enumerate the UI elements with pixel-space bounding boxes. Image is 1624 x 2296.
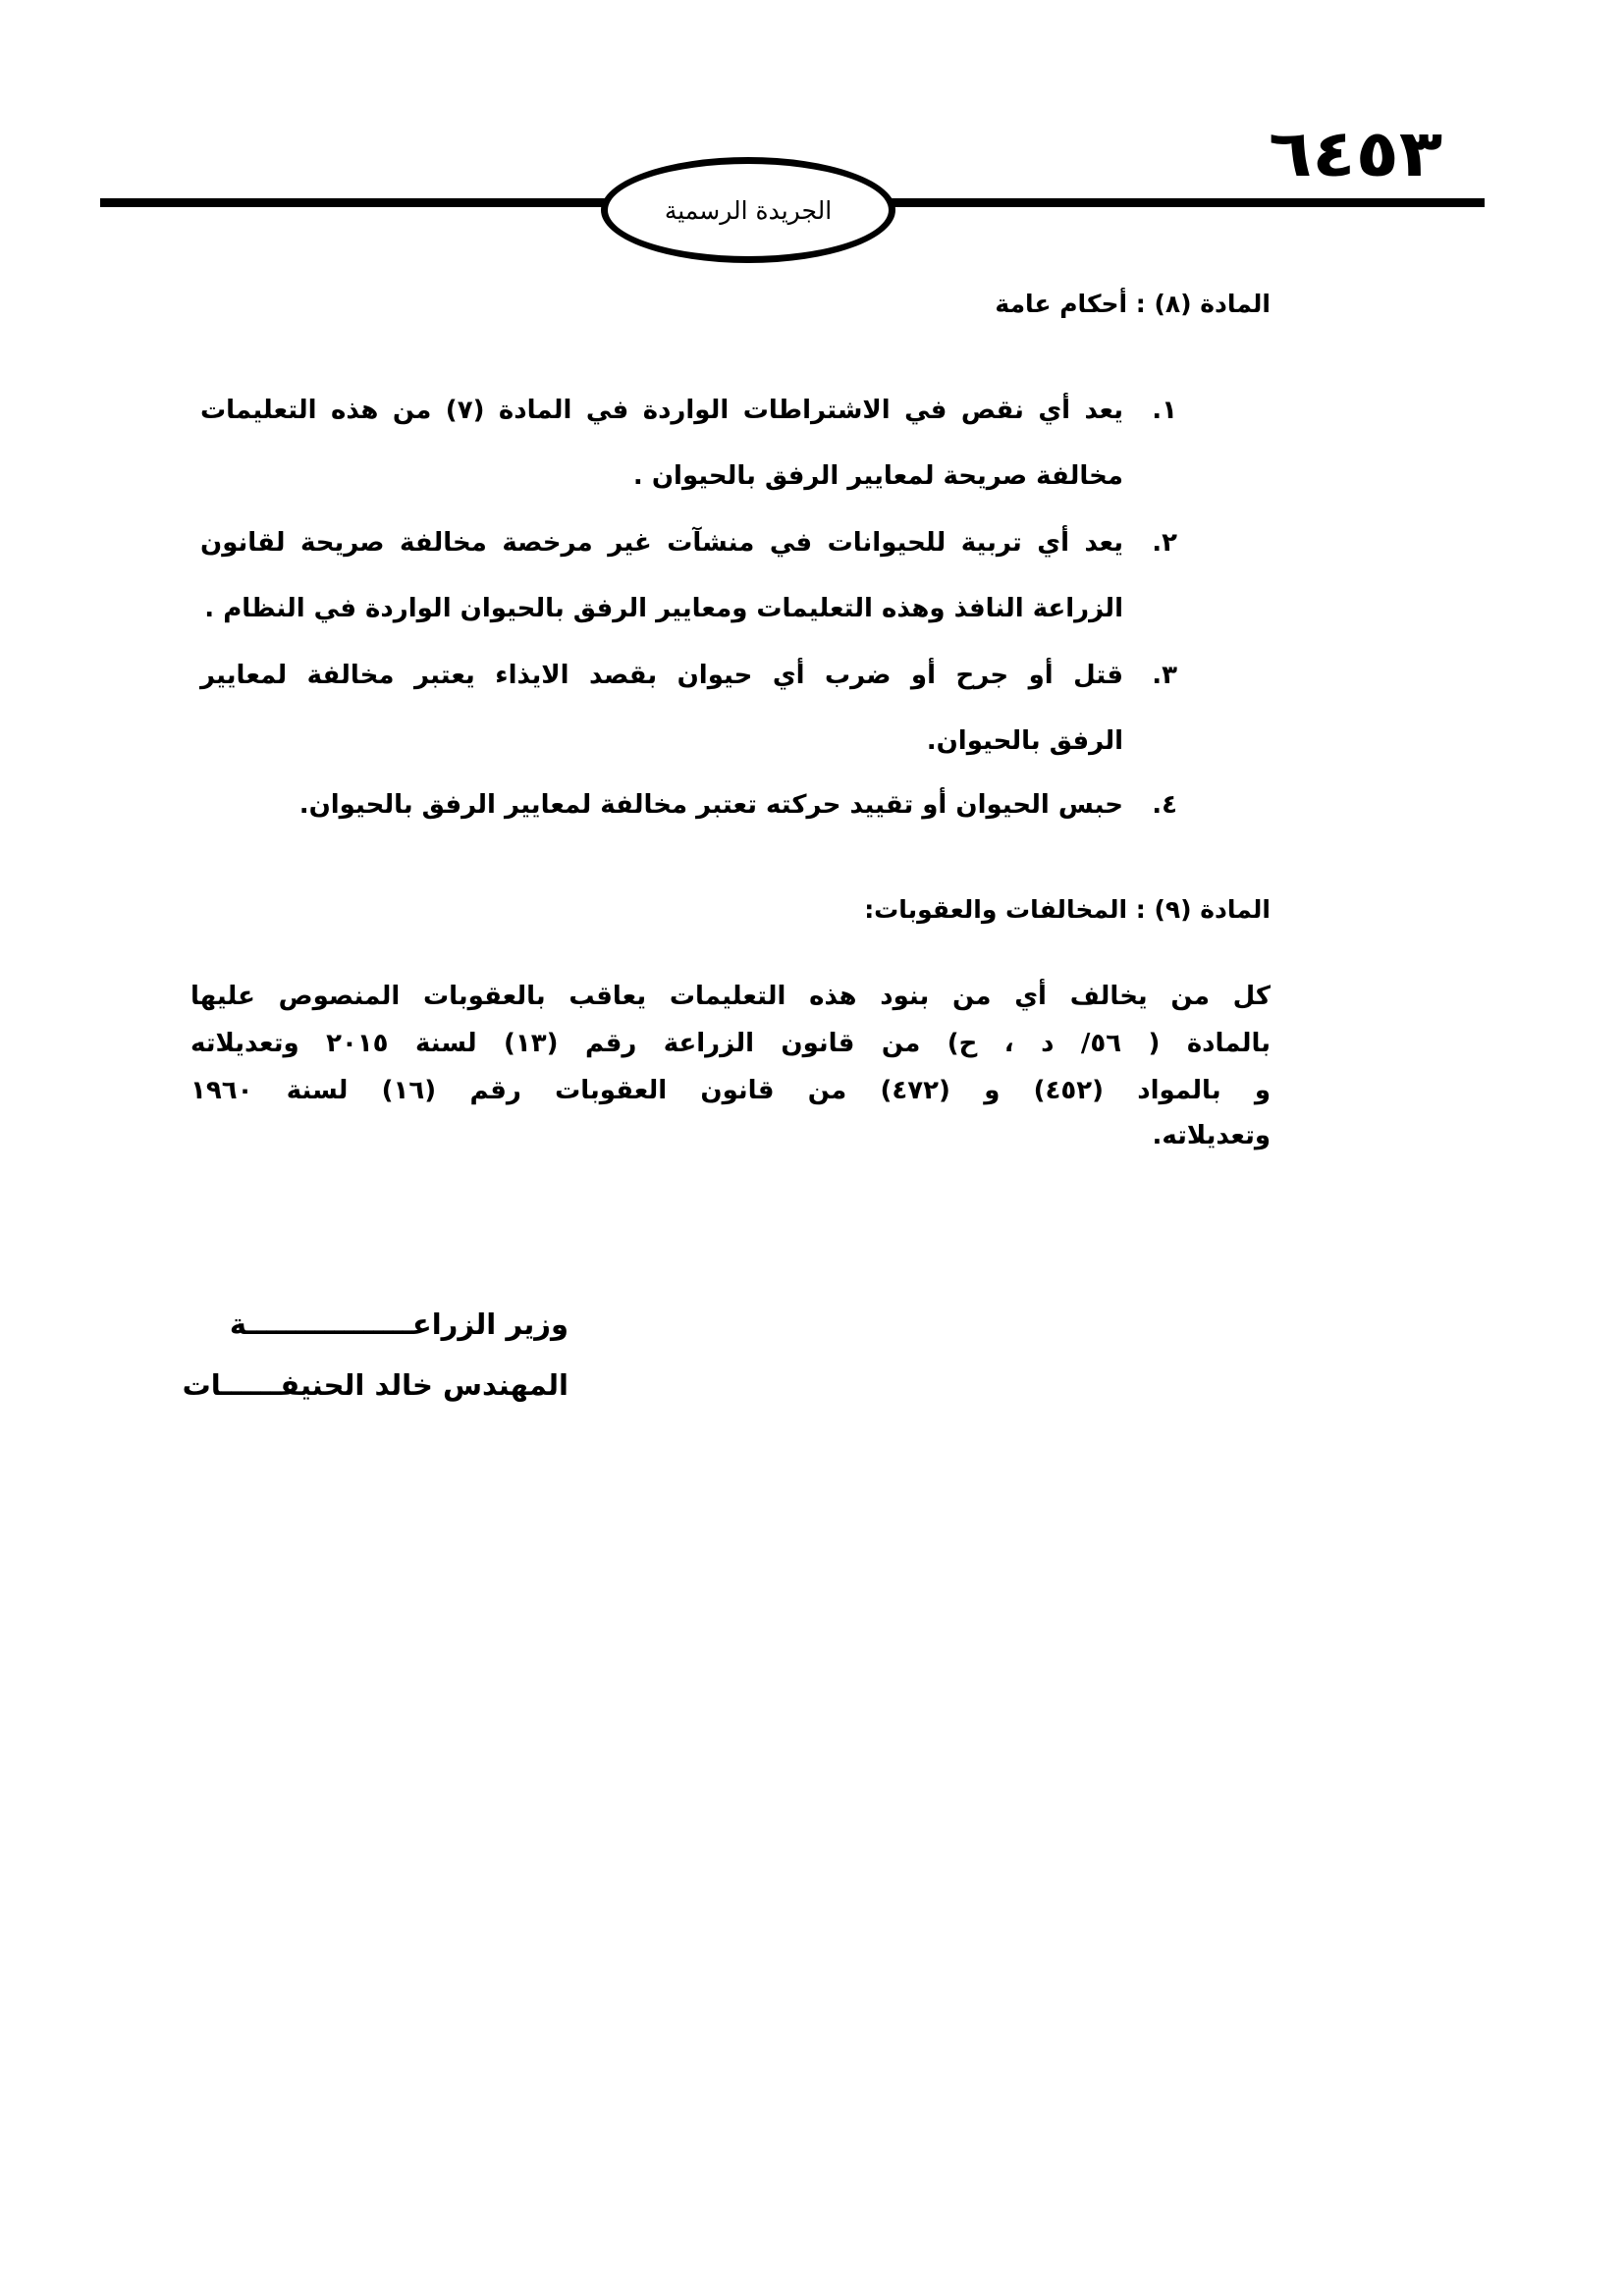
- list-item-line: حبس الحيوان أو تقييد حركته تعتبر مخالفة لمعايير الرفق بالحيوان.: [298, 790, 1123, 820]
- paragraph-line: بالمادة ( ٥٦/ د ، ح) من قانون الزراعة رقم (١٣) لسنة ٢٠١٥ وتعديلاته: [190, 1029, 1271, 1058]
- list-item-line: قتل أو جرح أو ضرب أي حيوان بقصد الايذاء يعتبر مخالفة لمعايير: [200, 661, 1123, 690]
- paragraph-line: و بالمواد (٤٥٢) و (٤٧٢) من قانون العقوبات رقم (١٦) لسنة ١٩٦٠: [190, 1076, 1272, 1105]
- paragraph-line: وتعديلاته.: [1152, 1121, 1271, 1150]
- item-number: ٢.: [1152, 528, 1177, 558]
- article-9-heading: المادة (٩) : المخالفات والعقوبات:: [864, 895, 1271, 924]
- signature-title: وزير الزراعـــــــــــــــــة: [229, 1308, 568, 1341]
- list-item-line: يعد أي نقص في الاشتراطات الواردة في المادة (٧) من هذه التعليمات: [200, 396, 1123, 425]
- page-number: ٦٤٥٣: [1269, 116, 1443, 191]
- list-item-line: مخالفة صريحة لمعايير الرفق بالحيوان .: [632, 461, 1123, 491]
- item-number: ٤.: [1152, 790, 1177, 820]
- article-8-heading: المادة (٨) : أحكام عامة: [995, 290, 1271, 318]
- paragraph-line: كل من يخالف أي من بنود هذه التعليمات يعاقب بالعقوبات المنصوص عليها: [190, 982, 1271, 1011]
- gazette-emblem: [601, 157, 895, 263]
- gazette-name: الجريدة الرسمية: [664, 195, 833, 225]
- item-number: ٣.: [1152, 661, 1177, 690]
- list-item-line: يعد أي تربية للحيوانات في منشآت غير مرخصة مخالفة صريحة لقانون: [200, 528, 1123, 558]
- list-item-line: الرفق بالحيوان.: [926, 726, 1123, 756]
- list-item-line: الزراعة النافذ وهذه التعليمات ومعايير الرفق بالحيوان الواردة في النظام .: [204, 594, 1123, 623]
- item-number: ١.: [1152, 396, 1177, 425]
- signature-name: المهندس خالد الحنيفــــــات: [182, 1368, 568, 1402]
